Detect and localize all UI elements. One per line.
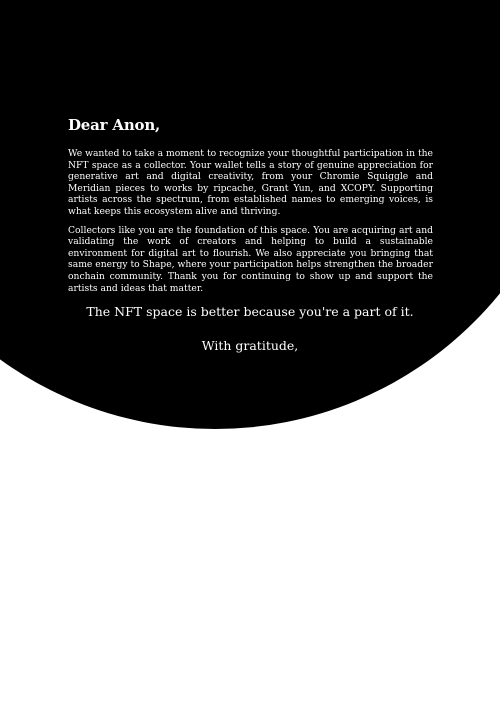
letter-greeting: Dear Anon, <box>68 116 161 134</box>
letter-paragraph-2: Collectors like you are the foundation of this space. You are acquiring art and validating the work of creators and helping to build a sustainable environment for digital art to flourish. We also appreciate you bringing that same energy to Shape, where your participation helps strengthen the broader onchain community. Thank you for continuing to show up and support the artists and ideas that matter. <box>68 224 433 294</box>
letter-tagline: The NFT space is better because you're a part of it. <box>86 304 414 319</box>
letter-body <box>68 116 433 301</box>
signature-dot-icon <box>238 371 262 395</box>
letter-closing: With gratitude, <box>201 338 299 353</box>
letter-paragraph-1: We wanted to take a moment to recognize your thoughtful participation in the NFT space as a collector. Your wallet tells a story of genuine appreciation for generative art and digital creativity, from your Chromie Squiggle and Meridian pieces to works by ripcache, Grant Yun, and XCOPY. Supporting artists across the spectrum, from established names to emerging voices, is what keeps this ecosystem alive and thriving. <box>68 148 433 217</box>
